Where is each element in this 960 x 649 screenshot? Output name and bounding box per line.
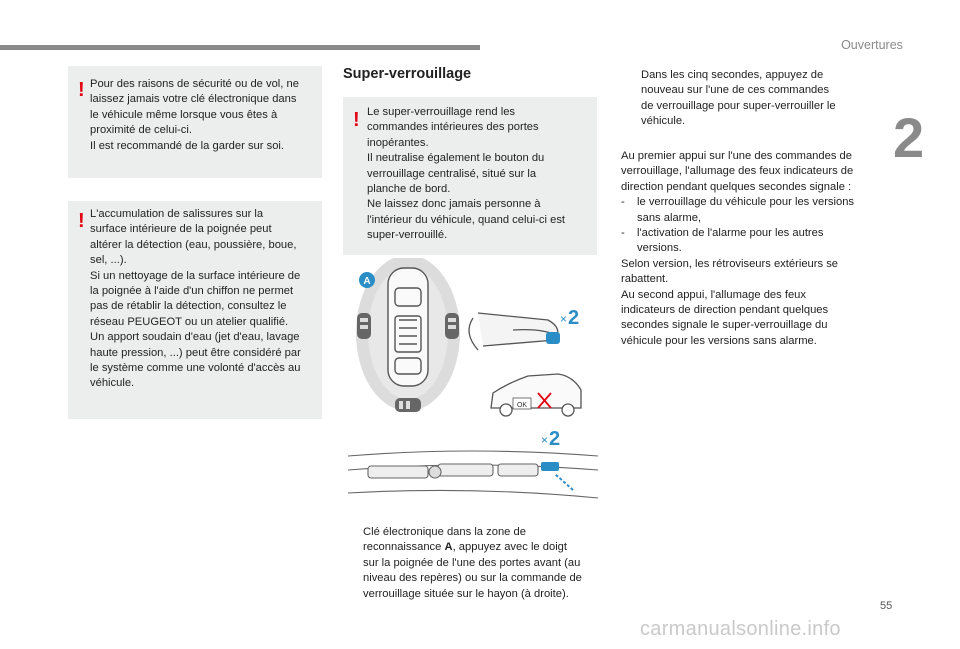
dash-item <box>621 226 886 257</box>
watermark: carmanualsonline.info <box>640 618 841 640</box>
text-line: versions. <box>637 242 682 255</box>
text-line: Au premier appui sur l'une des commandes de <box>621 150 852 162</box>
bullet-icon <box>621 68 641 130</box>
text-line: Selon version, les rétroviseurs extérieurs se <box>621 257 839 270</box>
car-side-view <box>491 374 581 416</box>
text-line: Un apport soudain d'eau (jet d'eau, lavage <box>90 331 300 344</box>
times-sign-a: × <box>560 312 568 326</box>
ok-label: OK <box>516 402 528 409</box>
marker-a: A <box>363 276 371 287</box>
text-line: laissez jamais votre clé électronique dans <box>90 93 297 106</box>
text-line: véhicule. <box>641 115 686 128</box>
text-line: nouveau sur l'une de ces commandes <box>641 84 830 97</box>
text-line: super-verrouillé. <box>367 229 448 242</box>
text-line: verrouillage, l'allumage des feux indicateurs de <box>621 165 854 178</box>
key-fob-left <box>357 313 371 339</box>
text-line: inopérantes. <box>367 136 429 149</box>
text-line: réseau PEUGEOT ou un atelier qualifié. <box>90 315 289 328</box>
dash-marker: - <box>621 227 625 240</box>
text-line: Il est recommandé de la garder sur soi. <box>90 139 285 152</box>
key-fob-bottom <box>395 398 421 412</box>
tailgate <box>348 451 598 498</box>
text-line: proximité de celui-ci. <box>90 124 192 137</box>
text-line: Pour des raisons de sécurité ou de vol, ne <box>90 78 299 90</box>
marker-ref: A <box>444 541 453 554</box>
text-line: le verrouillage du véhicule pour les versions <box>637 196 855 209</box>
handle-sensor <box>546 332 560 344</box>
text-line: direction pendant quelques secondes signale : <box>621 180 852 193</box>
text-line: véhicule. <box>90 377 135 390</box>
car-top-view <box>388 268 428 386</box>
text-line: Au second appui, l'allumage des feux <box>621 288 806 301</box>
right-bullet <box>621 68 881 130</box>
text-line: commandes intérieures des portes <box>367 121 539 134</box>
finger-press-icon <box>555 474 573 490</box>
section-name: Ouvertures <box>841 38 903 52</box>
text-line: Il neutralise également le bouton du <box>367 152 545 165</box>
text-line: rabattent. <box>621 273 669 286</box>
text-line: pas de rétablir la détection, consultez le <box>90 300 287 313</box>
text-line: altérer la détection (eau, poussière, boue, <box>90 238 297 251</box>
locking-illustration <box>343 258 603 520</box>
text-line <box>363 540 582 555</box>
press-count-b: 2 <box>549 428 561 450</box>
warning-text <box>367 105 595 244</box>
text-line: Dans les cinq secondes, appuyez de <box>641 69 824 81</box>
section-title: Super-verrouillage <box>343 66 472 82</box>
text-fragment: , appuyez avec le doigt <box>452 541 568 554</box>
press-count-a: 2 <box>568 307 580 329</box>
text-line: le système comme une volonté d'accès au <box>90 362 301 375</box>
warning-icon: ! <box>353 109 360 131</box>
text-line: secondes signale le super-verrouillage du <box>621 319 828 332</box>
tailgate-lock-button <box>541 462 559 471</box>
text-line: indicateurs de direction pendant quelques <box>621 304 829 317</box>
text-line: la poignée à l'aide d'un chiffon ne permet <box>90 285 294 298</box>
text-line: niveau des repères) ou sur la commande de <box>363 572 582 585</box>
header-rule <box>0 45 480 50</box>
warning-box-super-verrouillage <box>343 97 597 255</box>
text-line: véhicule pour les versions sans alarme. <box>621 334 817 347</box>
text-fragment: reconnaissance <box>363 541 445 554</box>
warning-box-salissures <box>68 201 322 419</box>
text-line: le véhicule même lorsque vous êtes à <box>90 108 278 121</box>
text-line: verrouillage située sur le hayon (à droite). <box>363 587 569 600</box>
text-line: Clé électronique dans la zone de <box>363 526 526 538</box>
warning-text <box>90 77 320 154</box>
warning-icon: ! <box>78 79 85 101</box>
text-line: haute pression, ...) peut être considéré par <box>90 346 301 359</box>
text-line: l'intérieur du véhicule, quand celui-ci est <box>367 213 566 226</box>
door-handle <box>469 313 558 350</box>
text-line: de verrouillage pour super-verrouiller le <box>641 99 836 112</box>
page-number: 55 <box>880 600 893 612</box>
chapter-number: 2 <box>893 106 925 169</box>
warning-text <box>90 207 322 392</box>
text-line: sur la poignée de l'une des portes avant (au <box>363 556 581 569</box>
text-line: Si un nettoyage de la surface intérieure de <box>90 269 301 282</box>
text-line: verrouillage centralisé, situé sur la <box>367 167 537 180</box>
instruction-bullet <box>343 525 603 602</box>
text-line: l'activation de l'alarme pour les autres <box>637 227 824 240</box>
key-fob-right <box>445 313 459 339</box>
warning-icon: ! <box>78 210 85 232</box>
text-line: surface intérieure de la poignée peut <box>90 223 272 236</box>
text-line: sans alarme, <box>637 211 702 224</box>
text-line: Le super-verrouillage rend les <box>367 106 516 118</box>
text-line: sel, ...). <box>90 254 127 267</box>
text-line: Ne laissez donc jamais personne à <box>367 198 541 211</box>
text-line: L'accumulation de salissures sur la <box>90 208 264 220</box>
bullet-icon <box>343 525 363 602</box>
dash-item <box>621 195 886 226</box>
times-sign-b: × <box>541 433 549 447</box>
right-paragraph <box>621 149 886 349</box>
text-line: planche de bord. <box>367 183 451 196</box>
warning-box-vol <box>68 66 322 178</box>
dash-marker: - <box>621 196 625 209</box>
